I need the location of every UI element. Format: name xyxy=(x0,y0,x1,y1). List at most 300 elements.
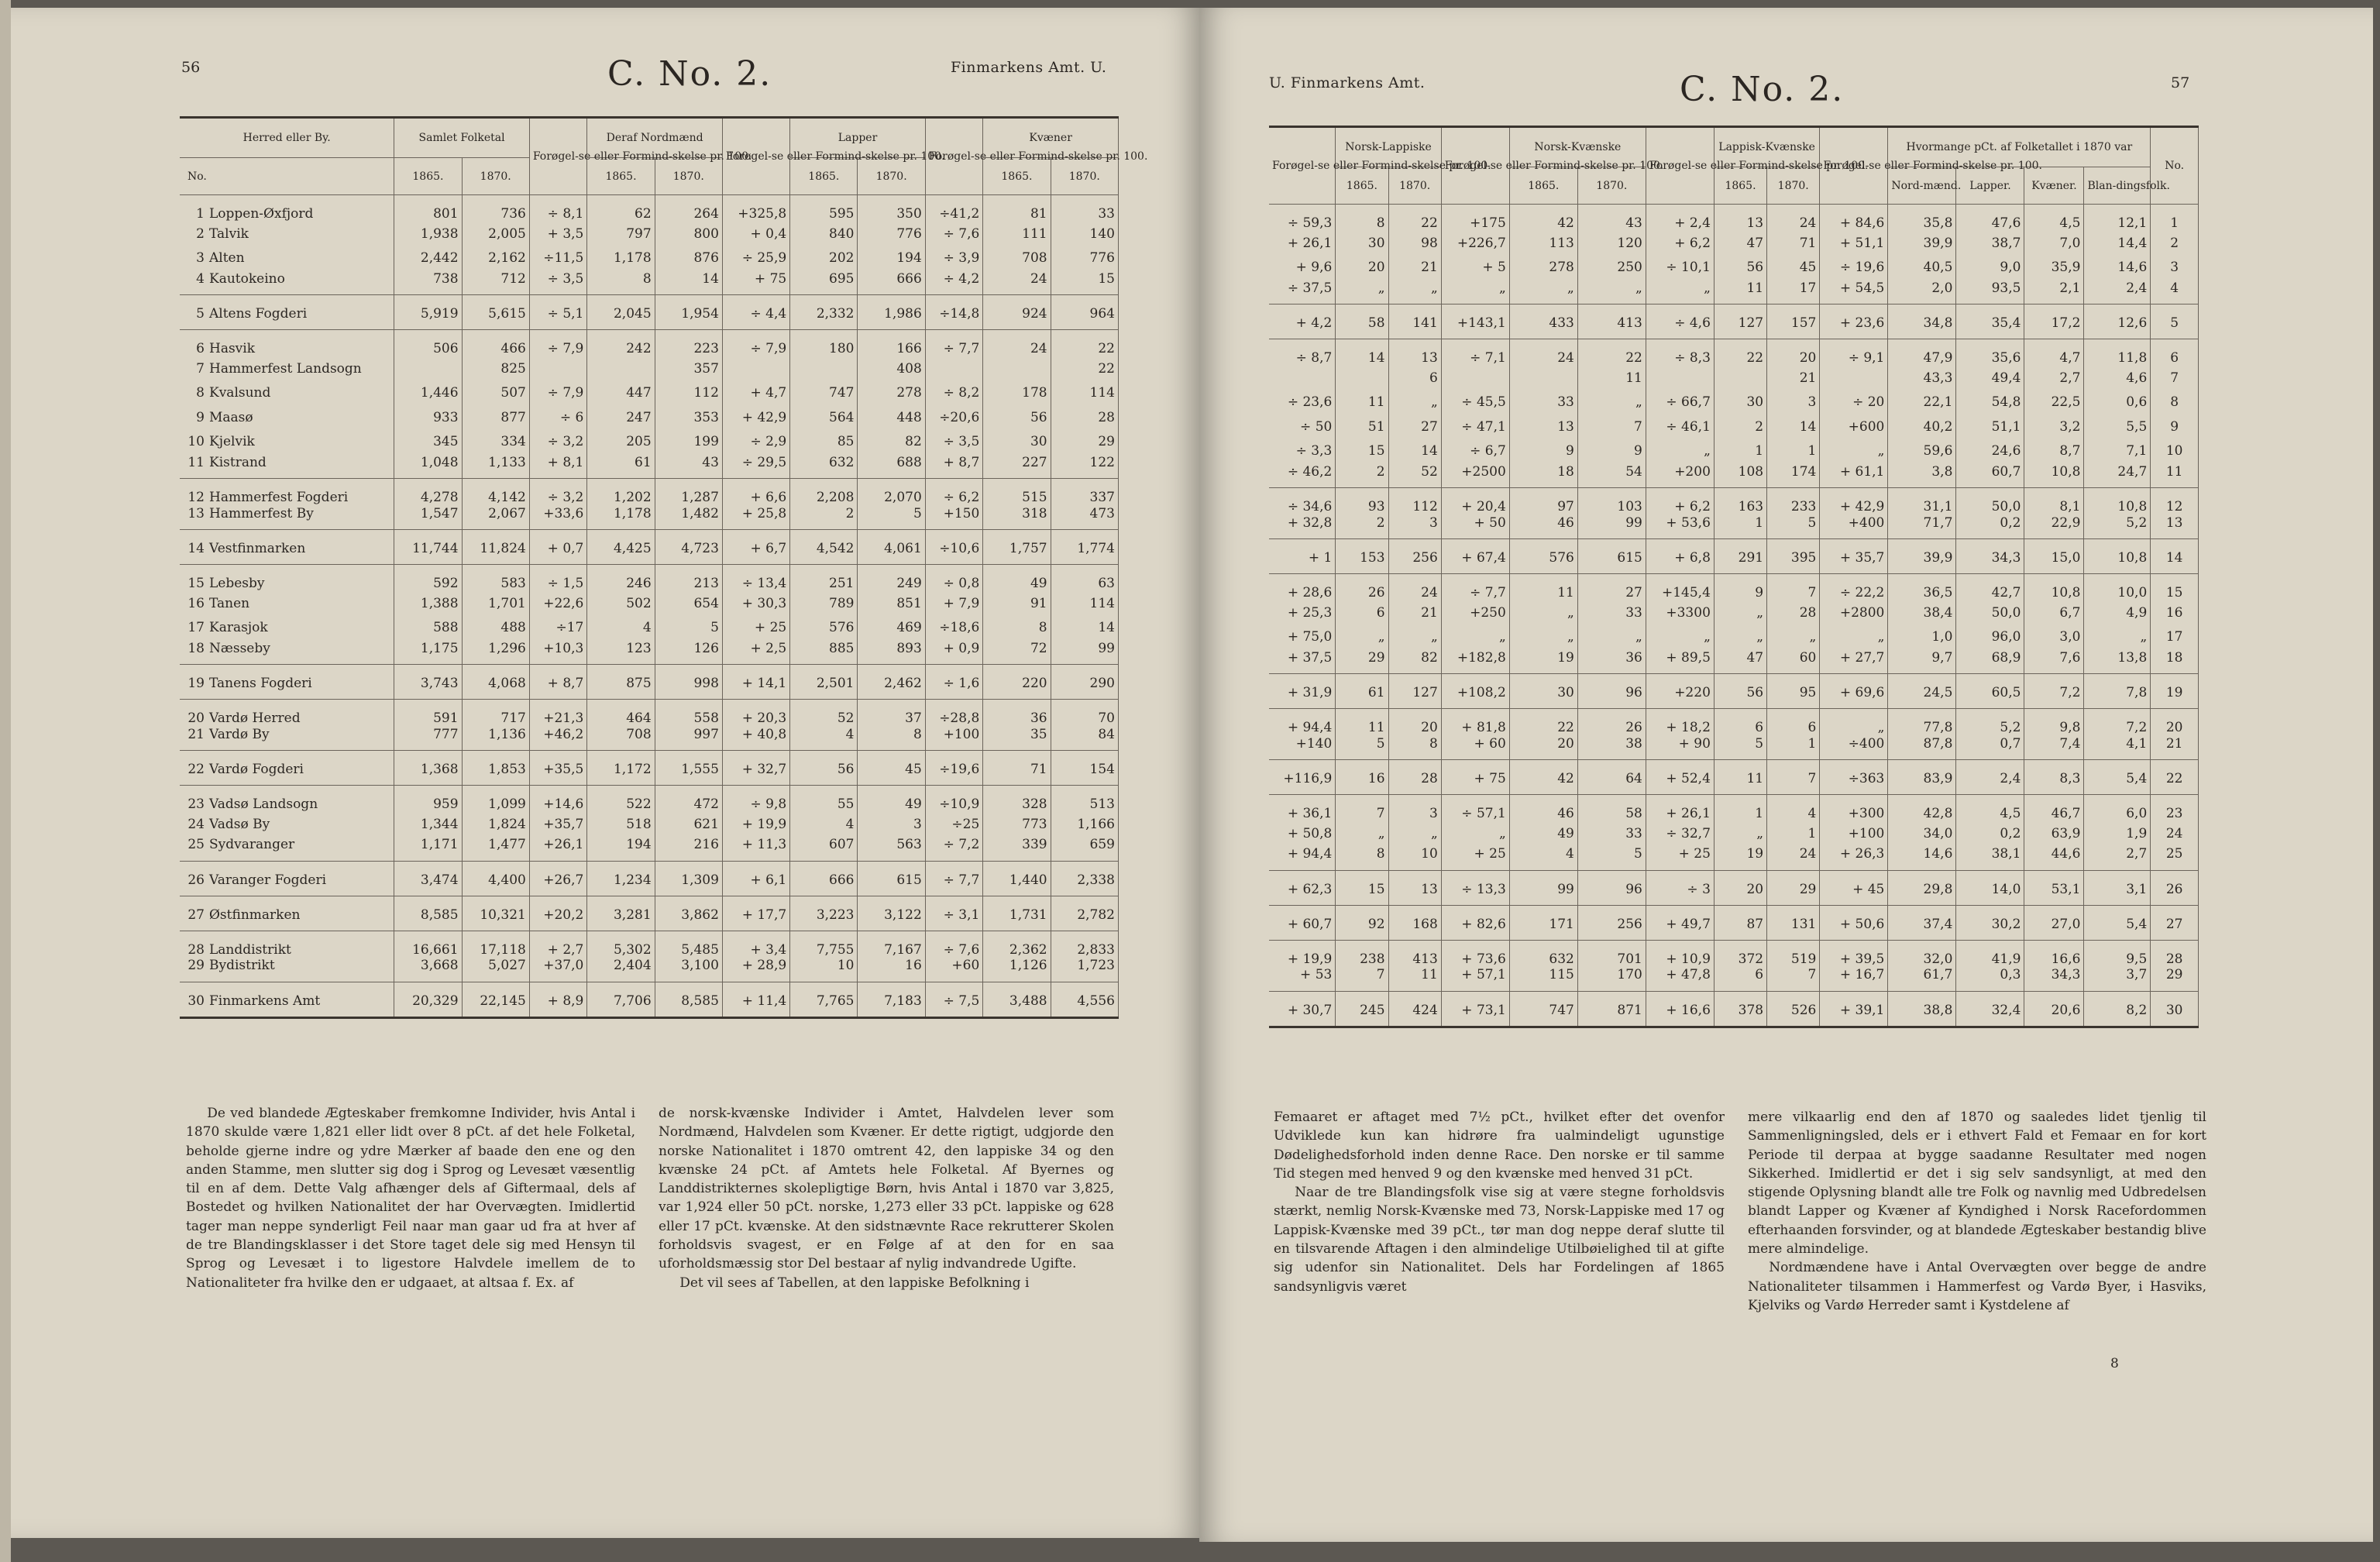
row-number: 20 xyxy=(187,710,205,726)
table-cell: 1,555 xyxy=(655,751,722,786)
table-cell: ÷ 57,1 xyxy=(1441,795,1509,822)
table-cell: 507 xyxy=(462,381,529,406)
row-number: 30 xyxy=(2151,991,2199,1027)
table-cell: 4,068 xyxy=(462,665,529,700)
table-cell: 877 xyxy=(462,405,529,430)
table-cell: ÷10,6 xyxy=(925,530,983,565)
table-row xyxy=(180,837,1119,862)
table-cell: 328 xyxy=(983,786,1051,813)
table-cell: 708 xyxy=(587,726,655,751)
table-row xyxy=(1269,991,2199,1027)
table-cell: 22 xyxy=(1509,709,1577,736)
table-cell: 736 xyxy=(462,195,529,222)
table-cell: 22,1 xyxy=(1888,390,1956,415)
row-label xyxy=(180,405,394,430)
table-cell: 893 xyxy=(858,640,925,665)
table-cell: 591 xyxy=(394,700,462,727)
table-cell: + 19,9 xyxy=(1269,940,1336,967)
table-cell: 6 xyxy=(1388,366,1441,390)
table-cell: 1,309 xyxy=(655,861,722,896)
table-cell: + 6,7 xyxy=(722,530,789,565)
table-cell: ÷20,6 xyxy=(925,405,983,430)
table-cell: 131 xyxy=(1767,905,1820,940)
table-row xyxy=(1269,488,2199,515)
table-cell: „ xyxy=(1767,625,1820,650)
table-cell: ÷ 20 xyxy=(1820,390,1888,415)
table-cell: 4,278 xyxy=(394,479,462,506)
table-row xyxy=(1269,870,2199,905)
table-cell: 1,853 xyxy=(462,751,529,786)
table-cell: 5,027 xyxy=(462,958,529,982)
row-label xyxy=(180,812,394,837)
table-cell: ÷10,9 xyxy=(925,786,983,813)
table-cell: + 25 xyxy=(1441,846,1509,871)
table-row xyxy=(180,405,1119,430)
table-cell: 34,3 xyxy=(1956,539,2024,574)
header-forogelse: Forøgel-se eller Formind-skelse pr. 100. xyxy=(925,118,983,195)
table-cell: 11 xyxy=(1714,760,1766,795)
table-cell: 7,4 xyxy=(2024,735,2084,760)
table-cell: 519 xyxy=(1767,940,1820,967)
table-cell: 87,8 xyxy=(1888,735,1956,760)
table-cell: ÷ 3,9 xyxy=(925,246,983,271)
table-cell: 595 xyxy=(790,195,858,222)
table-cell: 708 xyxy=(983,246,1051,271)
table-cell: + 7,9 xyxy=(925,591,983,616)
row-number: 19 xyxy=(187,676,205,691)
paragraph: Nordmændene have i Antal Overvægten over begge de andre Nationaliteter tilsammen i Hammerfest og Vardø Byer, i Hasviks, Kjelviks og Vardø Herreder samt i Kystdelene af xyxy=(1748,1260,2206,1313)
table-cell: 163 xyxy=(1714,488,1766,515)
table-cell: 21 xyxy=(1388,256,1441,280)
table-cell: 40,5 xyxy=(1888,256,1956,280)
table-cell: 10,8 xyxy=(2024,574,2084,601)
table-cell: + 25 xyxy=(722,616,789,641)
table-row xyxy=(1269,649,2199,674)
header-lappisk-kvaenske: Lappisk-Kvænske xyxy=(1714,127,1819,167)
table-cell: 21 xyxy=(1767,366,1820,390)
table-cell: „ xyxy=(1441,625,1509,650)
table-cell: 247 xyxy=(587,405,655,430)
table-cell: 40,2 xyxy=(1888,415,1956,439)
table-cell xyxy=(1336,366,1388,390)
table-cell: +100 xyxy=(1820,821,1888,846)
table-row xyxy=(1269,463,2199,488)
table-cell: 1,178 xyxy=(587,246,655,271)
table-cell: 4,6 xyxy=(2084,366,2151,390)
row-number: 24 xyxy=(2151,821,2199,846)
row-number: 23 xyxy=(2151,795,2199,822)
table-cell: ÷ 10,1 xyxy=(1646,256,1714,280)
header-1865: 1865. xyxy=(587,158,655,195)
header-forogelse: Forøgel-se eller Formind-skelse pr. 100. xyxy=(1269,127,1336,205)
table-cell: 2,782 xyxy=(1051,896,1118,931)
table-cell: 576 xyxy=(1509,539,1577,574)
table-cell: 50,0 xyxy=(1956,488,2024,515)
table-cell: 24,6 xyxy=(1956,439,2024,464)
table-cell: 840 xyxy=(790,222,858,246)
table-cell: 33 xyxy=(1577,600,1646,625)
table-cell: 108 xyxy=(1714,463,1766,488)
table-cell: 49,4 xyxy=(1956,366,2024,390)
table-cell: 251 xyxy=(790,565,858,592)
table-cell: 291 xyxy=(1714,539,1766,574)
table-cell: + 26,1 xyxy=(1646,795,1714,822)
table-cell: 99 xyxy=(1051,640,1118,665)
table-cell: + 6,8 xyxy=(1646,539,1714,574)
table-cell: + 27,7 xyxy=(1820,649,1888,674)
table-cell: 2,1 xyxy=(2024,280,2084,304)
row-label xyxy=(180,640,394,665)
table-cell: 60,5 xyxy=(1956,674,2024,709)
table-cell: 33 xyxy=(1577,821,1646,846)
table-cell: + 1 xyxy=(1269,539,1336,574)
table-cell: 2,404 xyxy=(587,958,655,982)
table-cell: 5 xyxy=(1336,735,1388,760)
table-row xyxy=(1269,539,2199,574)
table-cell: ÷41,2 xyxy=(925,195,983,222)
table-cell: 16 xyxy=(1336,760,1388,795)
table-cell: „ xyxy=(1577,625,1646,650)
table-cell: ÷400 xyxy=(1820,735,1888,760)
table-cell: 91 xyxy=(983,591,1051,616)
table-cell: 5 xyxy=(1577,846,1646,871)
table-cell: 30,2 xyxy=(1956,905,2024,940)
table-cell: 2,7 xyxy=(2084,846,2151,871)
table-cell: 70 xyxy=(1051,700,1118,727)
table-cell: 49 xyxy=(858,786,925,813)
table-cell: 2,362 xyxy=(983,931,1051,958)
table-cell: 28 xyxy=(1388,760,1441,795)
table-cell: ÷ 4,2 xyxy=(925,270,983,295)
table-cell: 16,6 xyxy=(2024,940,2084,967)
table-cell: + 51,1 xyxy=(1820,231,1888,256)
table-row xyxy=(1269,795,2199,822)
table-cell: 717 xyxy=(462,700,529,727)
table-cell: + 42,9 xyxy=(1820,488,1888,515)
row-number: 21 xyxy=(187,726,205,742)
table-cell: 256 xyxy=(1577,905,1646,940)
table-row xyxy=(180,861,1119,896)
row-number: 17 xyxy=(2151,625,2199,650)
table-cell: 2,7 xyxy=(2024,366,2084,390)
table-row xyxy=(180,381,1119,406)
table-cell: 7,8 xyxy=(2084,674,2151,709)
table-cell: 8,2 xyxy=(2084,991,2151,1027)
table-cell: + 6,1 xyxy=(722,861,789,896)
table-cell: 16,661 xyxy=(394,931,462,958)
table-cell: 194 xyxy=(587,837,655,862)
table-cell: 2,4 xyxy=(2084,280,2151,304)
table-cell: + 18,2 xyxy=(1646,709,1714,736)
table-cell: 378 xyxy=(1714,991,1766,1027)
table-cell: ÷ 50 xyxy=(1269,415,1336,439)
table-cell: 54,8 xyxy=(1956,390,2024,415)
table-row xyxy=(180,330,1119,357)
table-cell: 2,162 xyxy=(462,246,529,271)
table-cell: 14,6 xyxy=(2084,256,2151,280)
table-cell: „ xyxy=(1509,280,1577,304)
row-name: Vadsø Landsogn xyxy=(209,796,318,812)
row-label xyxy=(180,330,394,357)
table-cell: ÷25 xyxy=(925,812,983,837)
table-cell: 0,2 xyxy=(1956,514,2024,539)
table-cell: 20 xyxy=(1509,735,1577,760)
table-row xyxy=(1269,821,2199,846)
table-cell: 216 xyxy=(655,837,722,862)
table-cell: 24 xyxy=(1509,339,1577,366)
table-cell: 526 xyxy=(1767,991,1820,1027)
table-cell: 22 xyxy=(1714,339,1766,366)
header-no: No. xyxy=(2151,127,2199,205)
table-cell: ÷ 47,1 xyxy=(1441,415,1509,439)
table-cell: 2,332 xyxy=(790,295,858,330)
table-cell: ÷ 19,6 xyxy=(1820,256,1888,280)
table-cell: 1,133 xyxy=(462,454,529,479)
table-cell: 1,446 xyxy=(394,381,462,406)
row-number: 22 xyxy=(187,762,205,777)
table-cell: 353 xyxy=(655,405,722,430)
table-cell: + 53 xyxy=(1269,967,1336,992)
table-cell: + 6,2 xyxy=(1646,488,1714,515)
table-cell: 576 xyxy=(790,616,858,641)
table-cell: 871 xyxy=(1577,991,1646,1027)
row-label xyxy=(180,726,394,751)
table-cell: + 62,3 xyxy=(1269,870,1336,905)
table-cell: +325,8 xyxy=(722,195,789,222)
table-cell: 3,1 xyxy=(2084,870,2151,905)
table-cell: 12,6 xyxy=(2084,304,2151,339)
table-cell: 5,302 xyxy=(587,931,655,958)
table-cell: 103 xyxy=(1577,488,1646,515)
table-cell: +116,9 xyxy=(1269,760,1336,795)
table-row xyxy=(1269,231,2199,256)
table-cell: 71,7 xyxy=(1888,514,1956,539)
table-cell: + 4,2 xyxy=(1269,304,1336,339)
table-cell: „ xyxy=(1577,280,1646,304)
row-label xyxy=(180,270,394,295)
row-label xyxy=(180,616,394,641)
table-cell: + 52,4 xyxy=(1646,760,1714,795)
row-number: 3 xyxy=(2151,256,2199,280)
table-cell: 60 xyxy=(1767,649,1820,674)
table-row xyxy=(1269,415,2199,439)
table-cell: ÷ 7,1 xyxy=(1441,339,1509,366)
table-cell: ÷ 3,5 xyxy=(925,430,983,455)
table-cell: 35,9 xyxy=(2024,256,2084,280)
table-cell: 242 xyxy=(587,330,655,357)
table-cell: 1,126 xyxy=(983,958,1051,982)
table-cell: 4,723 xyxy=(655,530,722,565)
paragraph: de norsk-kvænske Individer i Amtet, Halvdelen lever som Nordmænd, Halvdelen som Kvæner. Er dette rigtigt, udgjorde den norske Nationalitet i 1870 omtrent 42, den lappiske 34 og den kvænske 24 pCt. af Amtets hele Folketal. Af Byernes og Landdistrikternes skolepligtige Børn, hvis Antal i 1870 var 3,825, var 1,924 eller 50 pCt. norske, 1,273 eller 33 pCt. lappiske og 628 eller 17 pCt. kvænske. At den sidstnævnte Race rekrutterer Skolen forholdsvis svagest, er en Følge af at den for en saa uforholdsmæssig stor Del bestaar af nylig indvandrede Ugifte. xyxy=(659,1106,1114,1272)
paragraph: Det vil sees af Tabellen, at den lappiske Befolkning i xyxy=(679,1275,1030,1291)
table-cell: 10,8 xyxy=(2084,488,2151,515)
table-cell: ÷ 34,6 xyxy=(1269,488,1336,515)
row-label xyxy=(180,454,394,479)
header-1865: 1865. xyxy=(1336,167,1388,205)
table-cell: + 0,4 xyxy=(722,222,789,246)
table-cell: 8 xyxy=(1336,205,1388,232)
table-cell: 7 xyxy=(1767,574,1820,601)
table-cell: 1,287 xyxy=(655,479,722,506)
table-cell xyxy=(1646,366,1714,390)
row-number: 28 xyxy=(187,941,205,958)
table-cell: 1 xyxy=(1767,821,1820,846)
table-cell: 168 xyxy=(1388,905,1441,940)
row-number: 16 xyxy=(2151,600,2199,625)
table-cell: 35,6 xyxy=(1956,339,2024,366)
table-cell: 38,4 xyxy=(1888,600,1956,625)
table-cell xyxy=(1509,366,1577,390)
table-cell: 141 xyxy=(1388,304,1441,339)
header-1870: 1870. xyxy=(1051,158,1118,195)
row-number: 4 xyxy=(196,270,205,287)
table-cell: 7 xyxy=(1336,795,1388,822)
table-cell: 227 xyxy=(983,454,1051,479)
table-cell: + 81,8 xyxy=(1441,709,1509,736)
table-row xyxy=(1269,735,2199,760)
table-cell: 34,3 xyxy=(2024,967,2084,992)
table-cell: 4,142 xyxy=(462,479,529,506)
table-cell: 19 xyxy=(1714,846,1766,871)
table-cell: 38,8 xyxy=(1888,991,1956,1027)
table-cell: 114 xyxy=(1051,381,1118,406)
table-cell: 83,9 xyxy=(1888,760,1956,795)
table-cell xyxy=(394,356,462,381)
table-cell: 56 xyxy=(1714,674,1766,709)
table-cell: 22 xyxy=(1051,330,1118,357)
table-cell: ÷ 3 xyxy=(1646,870,1714,905)
table-cell: 166 xyxy=(858,330,925,357)
row-number: 7 xyxy=(196,360,205,377)
table-cell: 3,488 xyxy=(983,982,1051,1017)
table-cell: 11 xyxy=(1714,280,1766,304)
table-cell: 2,833 xyxy=(1051,931,1118,958)
text-column-2 xyxy=(1748,1108,2206,1315)
table-cell: 28 xyxy=(1051,405,1118,430)
table-row xyxy=(1269,304,2199,339)
table-cell: ÷ 2,9 xyxy=(722,430,789,455)
row-name: Østfinmarken xyxy=(209,907,301,923)
table-cell: 395 xyxy=(1767,539,1820,574)
table-cell: 113 xyxy=(1509,231,1577,256)
header-1870: 1870. xyxy=(858,158,925,195)
table-cell: 47,9 xyxy=(1888,339,1956,366)
table-cell: 7,6 xyxy=(2024,649,2084,674)
table-cell: 199 xyxy=(655,430,722,455)
table-cell: + 9,6 xyxy=(1269,256,1336,280)
header-1865: 1865. xyxy=(1714,167,1766,205)
table-row xyxy=(180,295,1119,330)
table-cell: ÷11,5 xyxy=(529,246,587,271)
table-cell: ÷ 6,2 xyxy=(925,479,983,506)
row-number: 4 xyxy=(2151,280,2199,304)
table-cell: 4,1 xyxy=(2084,735,2151,760)
header-forogelse: Forøgel-se eller Formind-skelse pr. 100. xyxy=(1820,127,1888,205)
table-cell: 1,440 xyxy=(983,861,1051,896)
table-cell: 42 xyxy=(1509,205,1577,232)
table-cell: 24 xyxy=(1767,205,1820,232)
table-cell: + 23,6 xyxy=(1820,304,1888,339)
row-number: 6 xyxy=(196,341,205,356)
table-cell: 1,136 xyxy=(462,726,529,751)
header-kvaener: Kvæner. xyxy=(2024,167,2084,205)
table-cell: 14 xyxy=(1388,439,1441,464)
table-cell: +226,7 xyxy=(1441,231,1509,256)
table-cell: 558 xyxy=(655,700,722,727)
table-row xyxy=(180,958,1119,982)
table-cell: 114 xyxy=(1051,591,1118,616)
table-cell: 13 xyxy=(1388,870,1441,905)
table-cell: + 90 xyxy=(1646,735,1714,760)
row-label xyxy=(180,700,394,727)
table-cell: 15 xyxy=(1336,870,1388,905)
table-cell: + 2,5 xyxy=(722,640,789,665)
table-cell: ÷ 4,6 xyxy=(1646,304,1714,339)
table-cell: 14 xyxy=(1767,415,1820,439)
table-cell: 34,8 xyxy=(1888,304,1956,339)
table-cell xyxy=(587,356,655,381)
table-cell: + 67,4 xyxy=(1441,539,1509,574)
table-cell: +150 xyxy=(925,505,983,530)
table-cell: + 37,5 xyxy=(1269,649,1336,674)
table-cell xyxy=(1714,366,1766,390)
table-cell: + 17,7 xyxy=(722,896,789,931)
table-cell: + 50,8 xyxy=(1269,821,1336,846)
table-cell: 2,005 xyxy=(462,222,529,246)
table-cell: ÷ 3,2 xyxy=(529,430,587,455)
table-cell: 4 xyxy=(790,812,858,837)
table-cell: ÷ 7,5 xyxy=(925,982,983,1017)
table-cell: +35,7 xyxy=(529,812,587,837)
table-cell: 5,4 xyxy=(2084,760,2151,795)
table-cell: 22 xyxy=(1051,356,1118,381)
table-cell: 4,425 xyxy=(587,530,655,565)
row-number: 28 xyxy=(2151,940,2199,967)
row-number: 17 xyxy=(187,620,205,636)
table-row xyxy=(1269,600,2199,625)
row-number: 16 xyxy=(187,595,205,611)
table-cell: ÷ 8,1 xyxy=(529,195,587,222)
table-cell: 24 xyxy=(983,330,1051,357)
table-cell: „ xyxy=(1714,625,1766,650)
table-cell: 488 xyxy=(462,616,529,641)
table-cell: 621 xyxy=(655,812,722,837)
table-cell: ÷ 3,1 xyxy=(925,896,983,931)
row-name: Maasø xyxy=(209,409,253,425)
table-cell: 30 xyxy=(983,430,1051,455)
table-row xyxy=(1269,339,2199,366)
table-cell: 97 xyxy=(1509,488,1577,515)
row-name: Altens Fogderi xyxy=(209,306,308,322)
row-number: 26 xyxy=(187,872,205,888)
table-cell: 3,122 xyxy=(858,896,925,931)
table-cell: 473 xyxy=(1051,505,1118,530)
table-cell: +35,5 xyxy=(529,751,587,786)
row-name: Kvalsund xyxy=(209,385,271,401)
table-cell: 51,1 xyxy=(1956,415,2024,439)
row-number: 1 xyxy=(2151,205,2199,232)
table-cell: 1,723 xyxy=(1051,958,1118,982)
table-cell: 41,9 xyxy=(1956,940,2024,967)
table-cell: 1 xyxy=(1714,795,1766,822)
table-cell: +22,6 xyxy=(529,591,587,616)
table-cell: ÷ 9,8 xyxy=(722,786,789,813)
table-cell: 518 xyxy=(587,812,655,837)
table-cell: +20,2 xyxy=(529,896,587,931)
table-cell: 264 xyxy=(655,195,722,222)
table-cell: + 75,0 xyxy=(1269,625,1336,650)
table-cell: 42,7 xyxy=(1956,574,2024,601)
